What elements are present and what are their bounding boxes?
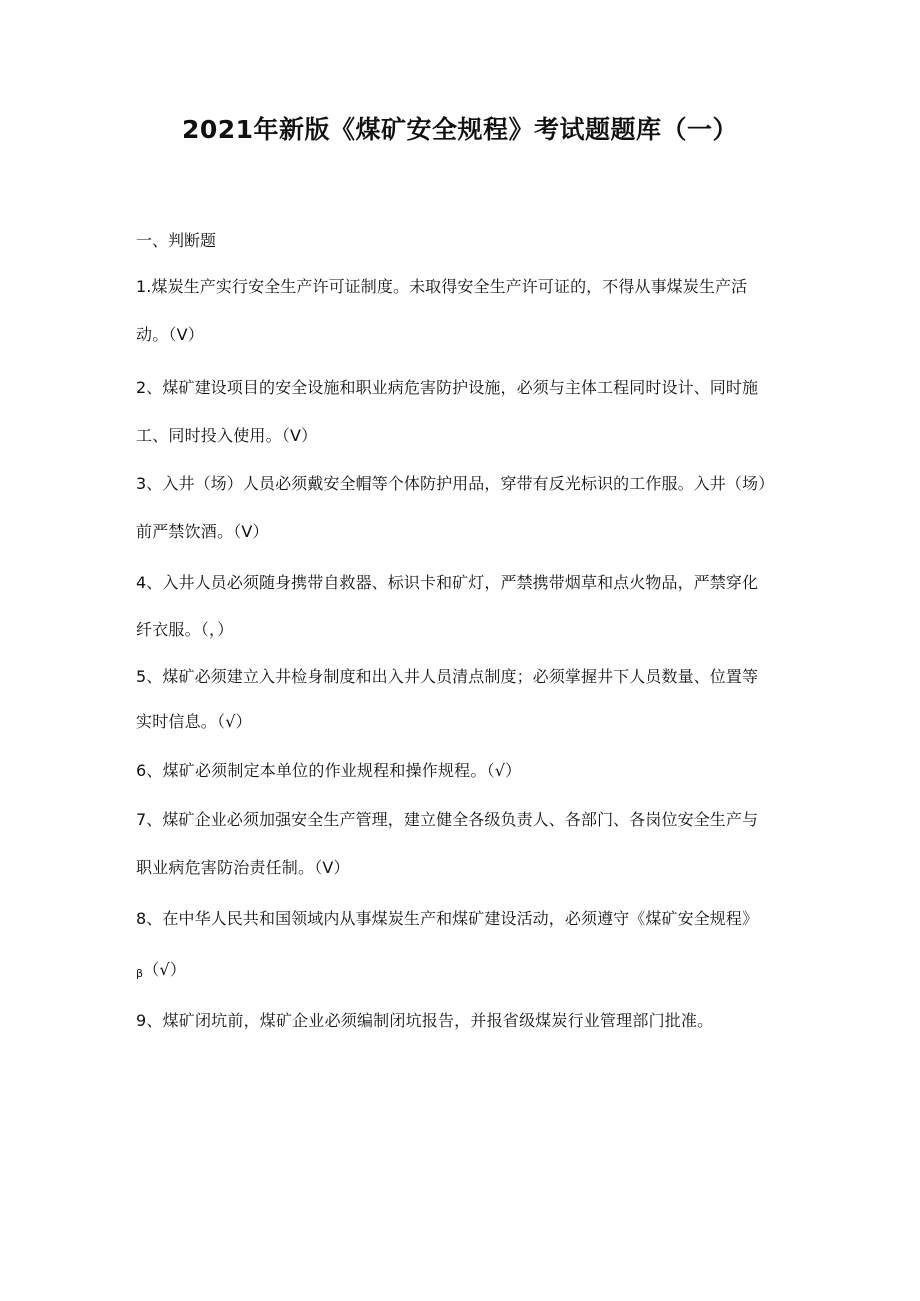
question-8-line-2-answer: （√） — [143, 960, 187, 979]
question-8-line-2 — [136, 958, 186, 986]
question-8-line-1: 8、在中华人民共和国领域内从事煤炭生产和煤矿建设活动，必须遵守《煤矿安全规程》 — [136, 909, 759, 928]
question-2-line-1: 2、煤矿建设项目的安全设施和职业病危害防护设施，必须与主体工程同时设计、同时施 — [136, 378, 759, 397]
question-5-line-2: 实时信息。（√） — [136, 712, 252, 731]
question-2-line-2: 工、同时投入使用。（V） — [136, 426, 318, 445]
question-1-line-1: 1.煤炭生产实行安全生产许可证制度。未取得安全生产许可证的，不得从事煤炭生产活 — [136, 277, 748, 296]
question-3-line-2: 前严禁饮酒。（V） — [136, 522, 269, 541]
question-9-line-1: 9、煤矿闭坑前，煤矿企业必须编制闭坑报告，并报省级煤炭行业管理部门批准。 — [136, 1011, 714, 1030]
question-3-line-1: 3、入井（场）人员必须戴安全帽等个体防护用品，穿带有反光标识的工作服。入井（场） — [136, 474, 775, 493]
question-4-line-2: 纤衣服。（，） — [136, 620, 234, 639]
question-7-line-2: 职业病危害防治责任制。（V） — [136, 858, 350, 877]
section-heading: 一、判断题 — [136, 231, 217, 250]
page-title: 2021年新版《煤矿安全规程》考试题题库（一） — [181, 115, 739, 144]
question-6-line-1: 6、煤矿必须制定本单位的作业规程和操作规程。（√） — [136, 761, 522, 780]
question-1-line-2: 动。（V） — [136, 325, 204, 344]
question-5-line-1: 5、煤矿必须建立入井检身制度和出入井人员清点制度；必须掌握井下人员数量、位置等 — [136, 667, 759, 686]
question-8-line-2-prefix: β — [136, 967, 144, 980]
question-4-line-1: 4、入井人员必须随身携带自救器、标识卡和矿灯，严禁携带烟草和点火物品，严禁穿化 — [136, 573, 759, 592]
question-7-line-1: 7、煤矿企业必须加强安全生产管理，建立健全各级负责人、各部门、各岗位安全生产与 — [136, 810, 759, 829]
